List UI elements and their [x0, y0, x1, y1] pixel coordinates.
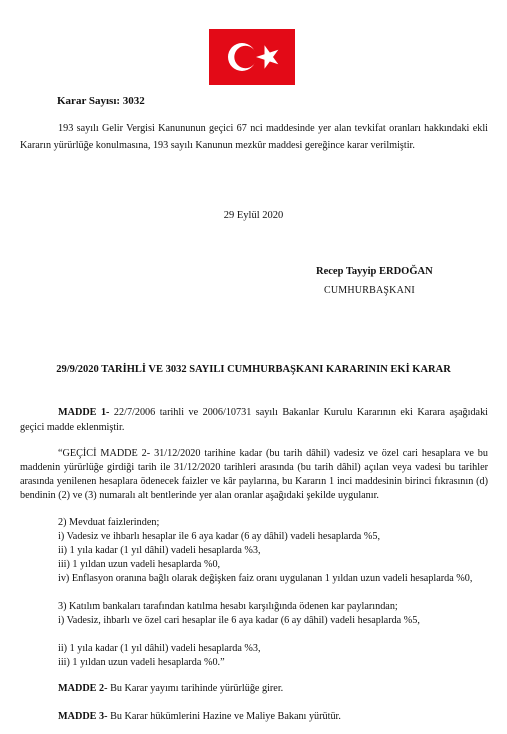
deposit-item: i) Vadesiz ve ihbarlı hesaplar ile 6 aya kadar (6 ay dâhil) vadeli hesaplarda %5,	[58, 531, 380, 542]
annex-title: 29/9/2020 TARİHLİ VE 3032 SAYILI CUMHURBAŞKANI KARARININ EKİ KARAR	[56, 364, 451, 375]
deposit-item: ii) 1 yıla kadar (1 yıl dâhil) vadeli hesaplarda %3,	[58, 545, 261, 556]
participation-header: 3) Katılım bankaları tarafından katılma hesabı karşılığında ödenen kar paylarından;	[58, 601, 398, 612]
deposit-header: 2) Mevduat faizlerinden;	[58, 517, 160, 528]
inflation-item: iv) Enflasyon oranına bağlı olarak değişken faiz oranı uygulanan 1 yıldan uzun vadeli hesaplarda %0,	[58, 573, 473, 584]
deposit-item: iii) 1 yıldan uzun vadeli hesaplarda %0,	[58, 559, 221, 570]
article-2-label: MADDE 2-	[58, 683, 108, 694]
article-1	[20, 406, 488, 435]
article-3-label: MADDE 3-	[58, 711, 108, 722]
participation-item: ii) 1 yıla kadar (1 yıl dâhil) vadeli hesaplarda %3,	[58, 643, 261, 654]
decision-date: 29 Eylül 2020	[223, 210, 284, 221]
signer-name: Recep Tayyip ERDOĞAN	[316, 266, 433, 277]
article-2	[20, 682, 488, 697]
participation-item: i) Vadesiz, ihbarlı ve özel cari hesaplar ile 6 aya kadar (6 ay dâhil) vadeli hesaplarda %5,	[58, 615, 420, 626]
article-3	[20, 710, 488, 725]
article-1-text: 22/7/2006 tarihli ve 2006/10731 sayılı Bakanlar Kurulu Kararının eki Karara aşağıdaki geçici madde eklenmiştir.	[20, 407, 488, 433]
article-3-text: Bu Karar hükümlerini Hazine ve Maliye Bakanı yürütür.	[107, 711, 341, 722]
article-2-text: Bu Karar yayımı tarihinde yürürlüğe girer.	[107, 683, 284, 694]
intro-paragraph: 193 sayılı Gelir Vergisi Kanununun geçici 67 nci maddesinde yer alan tevkifat oranları hakkındaki ekli Kararın yürürlüğe konulmasına, 193 sayılı Kanunun mezkûr maddesi gereğince karar verilmiştir.	[20, 123, 488, 151]
article-1-label: MADDE 1-	[58, 407, 110, 418]
turkish-flag-icon	[209, 29, 295, 85]
participation-item: iii) 1 yıldan uzun vadeli hesaplarda %0.”	[58, 657, 225, 668]
provisional-article: “GEÇİCİ MADDE 2- 31/12/2020 tarihine kadar (bu tarih dâhil) vadesiz ve özel cari hesaplara ve bu maddenin yürürlüğe girdiği tarih ile 31/12/2020 tarihleri arasında (bu tarih dâhil) açılan veya vadesi bu tarihler arasında yenilenen hesaplara ödenecek faizler ve kâr paylarına, bu Kararın 1 inci maddesinin birinci fıkrasının (d) bendinin (2) ve (3) numaralı alt bentlerinde yer alan oranlar aşağıdaki şekilde uygulanır.	[20, 448, 488, 501]
signer-title: CUMHURBAŞKANI	[324, 285, 415, 296]
decision-number: Karar Sayısı: 3032	[57, 95, 145, 107]
